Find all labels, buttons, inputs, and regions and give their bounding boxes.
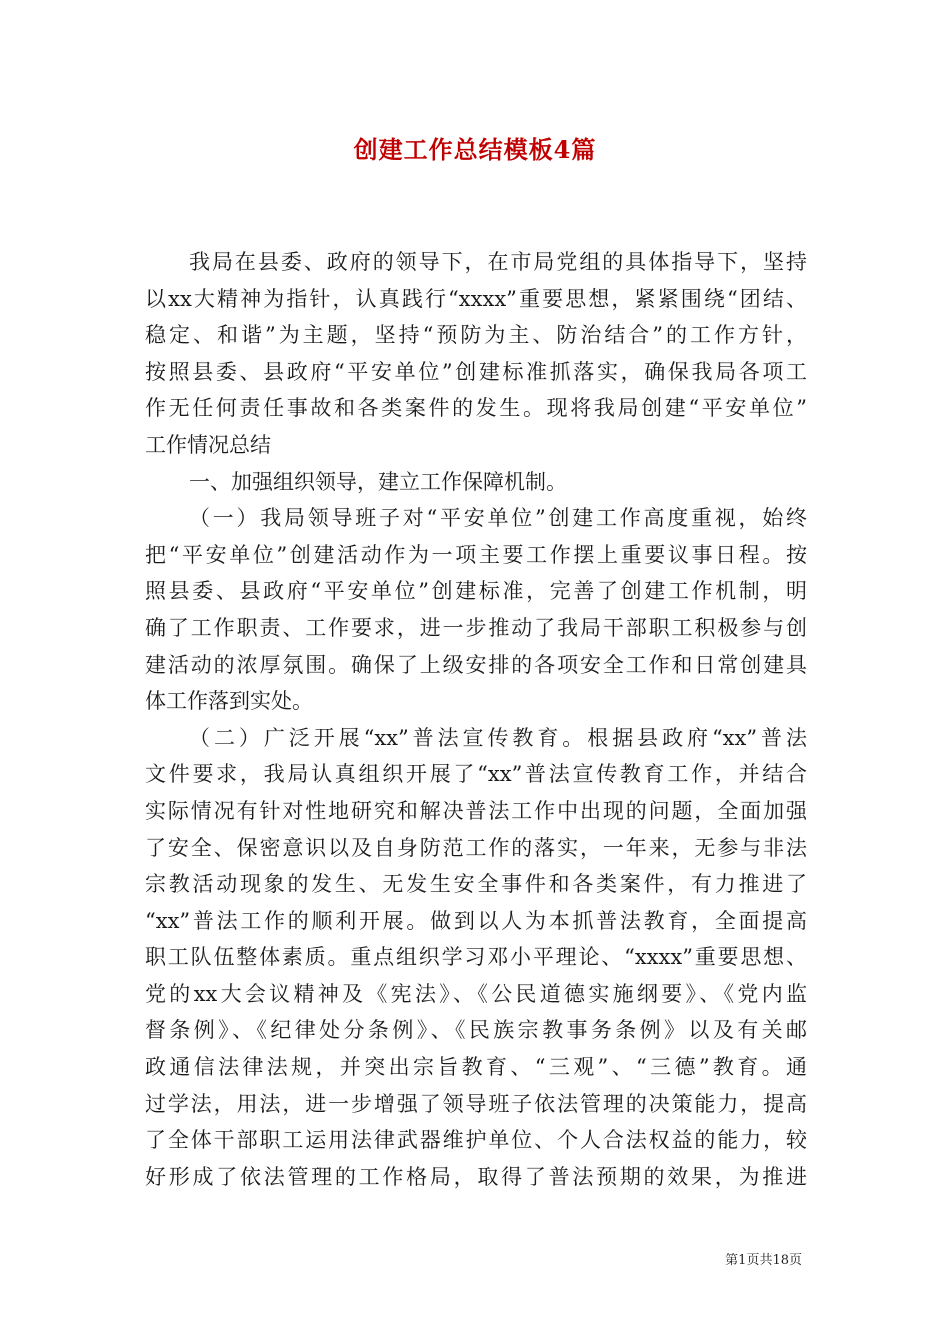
text-line: 实际情况有针对性地研究和解决普法工作中出现的问题，全面加强 [145,798,807,823]
text-line: 建活动的浓厚氛围。确保了上级安排的各项安全工作和日常创建具 [145,652,807,677]
text-line: 确了工作职责、工作要求，进一步推动了我局干部职工积极参与创 [145,615,807,640]
document-body [145,244,807,1195]
text-line: 按照县委、县政府“平安单位”创建标准抓落实，确保我局各项工 [145,359,807,384]
text-line: 我局在县委、政府的领导下，在市局党组的具体指导下，坚持 [189,250,807,274]
text-line: 把“平安单位”创建活动作为一项主要工作摆上重要议事日程。按 [145,542,807,567]
text-line: “xx”普法工作的顺利开展。做到以人为本抓普法教育，全面提高 [145,908,807,933]
text-line: 职工队伍整体素质。重点组织学习邓小平理论、“xxxx”重要思想、 [145,945,807,970]
text-line: 了安全、保密意识以及自身防范工作的落实，一年来，无参与非法 [145,835,807,860]
text-line: （二）广泛开展“xx”普法宣传教育。根据县政府“xx”普法 [189,725,807,750]
text-line: 督条例》、《纪律处分条例》、《民族宗教事务条例》以及有关邮 [145,1018,807,1043]
text-line: 体工作落到实处。 [145,689,313,714]
document-title: 创建工作总结模板4篇 [353,135,597,164]
text-line: 宗教活动现象的发生、无发生安全事件和各类案件，有力推进了 [145,872,807,897]
text-line: 工作情况总结 [145,432,271,457]
text-line: 好形成了依法管理的工作格局，取得了普法预期的效果，为推进 [145,1164,807,1189]
text-line: 作无任何责任事故和各类案件的发生。现将我局创建“平安单位” [145,396,807,421]
text-line: （一）我局领导班子对“平安单位”创建工作高度重视，始终 [189,506,807,531]
text-line: 了全体干部职工运用法律武器维护单位、个人合法权益的能力，较 [145,1128,807,1153]
text-line: 以xx大精神为指针，认真践行“xxxx”重要思想，紧紧围绕“团结、 [145,286,807,311]
text-line: 政通信法律法规，并突出宗旨教育、“三观”、“三德”教育。通 [145,1055,807,1080]
text-line: 党的xx大会议精神及《宪法》、《公民道德实施纲要》、《党内监 [145,981,807,1006]
text-line: 稳定、和谐”为主题，坚持“预防为主、防治结合”的工作方针， [145,323,807,348]
text-line: 过学法，用法，进一步增强了领导班子依法管理的决策能力，提高 [145,1091,807,1116]
page-number-footer: 第1页共18页 [725,1253,802,1268]
text-line: 照县委、县政府“平安单位”创建标准，完善了创建工作机制，明 [145,579,807,604]
text-line: 文件要求，我局认真组织开展了“xx”普法宣传教育工作，并结合 [145,762,807,787]
section-heading: 一、加强组织领导，建立工作保障机制。 [189,469,567,494]
